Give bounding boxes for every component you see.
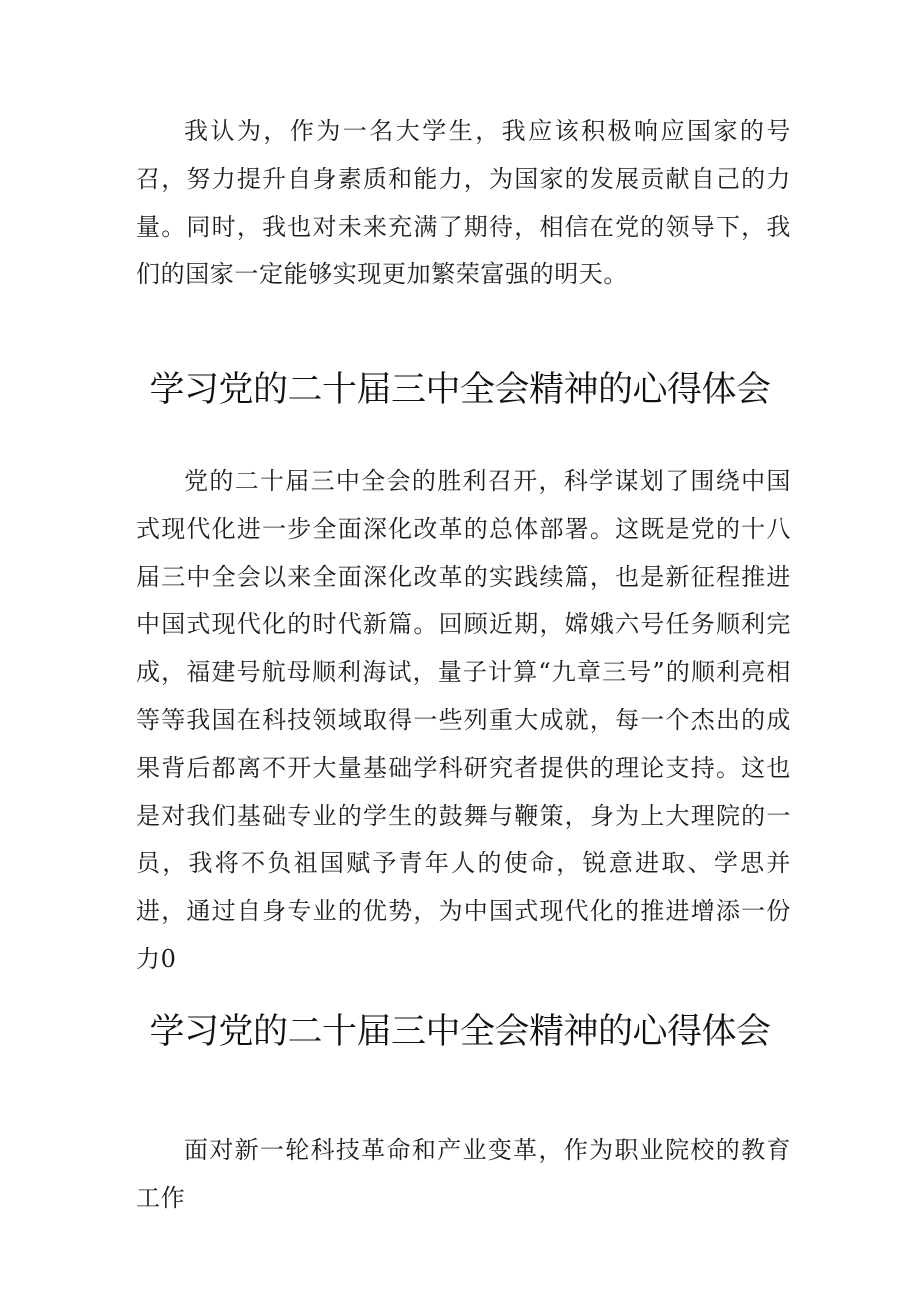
section-heading: 学习党的二十届三中全会精神的心得体会 <box>149 1012 771 1052</box>
section-heading: 学习党的二十届三中全会精神的心得体会 <box>149 370 771 410</box>
body-paragraph: 面对新一轮科技革命和产业变革，作为职业院校的教育工作 <box>136 1136 791 1212</box>
body-paragraph: 我认为，作为一名大学生，我应该积极响应国家的号召，努力提升自身素质和能力，为国家的发展贡献自己的力量。同时，我也对未来充满了期待，相信在党的领导下，我们的国家一定能够实现更加繁荣富强的明天。 <box>136 117 791 289</box>
body-paragraph: 党的二十届三中全会的胜利召开，科学谋划了围绕中国式现代化进一步全面深化改革的总体部署。这既是党的十八届三中全会以来全面深化改革的实践续篇，也是新征程推进中国式现代化的时代新篇。回顾近期，嫦娥六号任务顺利完成，福建号航母顺利海试，量子计算“九章三号”的顺利亮相等等我国在科技领域取得一些列重大成就，每一个杰出的成果背后都离不开大量基础学科研究者提供的理论支持。这也是对我们基础专业的学生的鼓舞与鞭策，身为上大理院的一员，我将不负祖国赋予青年人的使命，锐意进取、学思并进，通过自身专业的优势，为中国式现代化的推进增添一份力0 <box>136 467 791 973</box>
